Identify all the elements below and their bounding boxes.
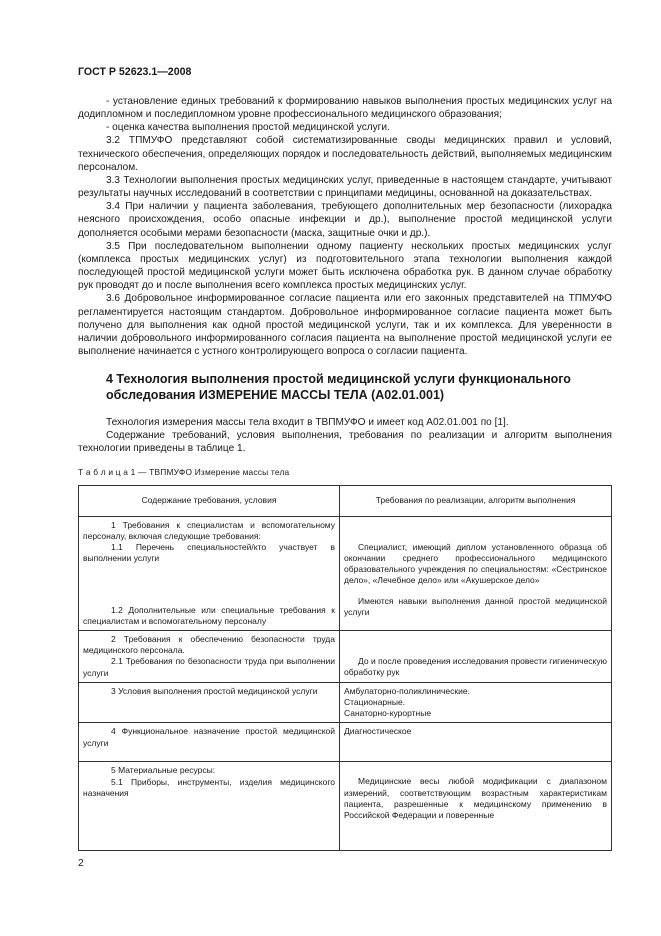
column-header: Содержание требования, условия (79, 485, 340, 516)
cell-text: Медицинские весы любой модификации с диапазоном измерений, соответствующим возрастным характеристикам пациента, разрешенные к медицинскому применению в Российской Федерации и поверенные (344, 776, 607, 820)
cell-text: Имеются навыки выполнения данной простой медицинской услуги (344, 595, 607, 617)
cell-text: Стационарные. (344, 696, 406, 707)
paragraph: 3.3 Технологии выполнения простых медицинских услуг, приведенные в настоящем стандарте, учитывают результаты научных исследований в соответствии с принципами медицины, основанной на доказательствах. (78, 174, 612, 200)
table-cell (79, 630, 340, 682)
cell-text: Диагностическое (344, 726, 412, 737)
table-row (79, 630, 612, 682)
cell-text: 1.2 Дополнительные или специальные требования к специалистам и вспомогательному персоналу (83, 604, 335, 626)
cell-text: До и после проведения исследования провести гигиеническую обработку рук (344, 655, 607, 678)
table-cell (340, 630, 612, 682)
table-row (79, 723, 612, 762)
document-header: ГОСТ Р 52623.1—2008 (78, 66, 192, 78)
cell-text: Специалист, имеющий диплом установленного образца об окончании среднего профессионального медицинского образовательного учреждения по специальностям: «Сестринское дело», «Лечебное дело» или «Акушерское дело» (344, 541, 607, 586)
section-heading: 4 Технология выполнения простой медицинской услуги функционального обследования ИЗМЕРЕНИЕ МАССЫ ТЕЛА (А02.01.001) (106, 372, 571, 403)
section-paragraph: Содержание требований, условия выполнения, требования по реализации и алгоритм выполнения технологии приведены в таблице 1. (78, 430, 612, 455)
requirements-table (78, 485, 612, 852)
table-cell (340, 723, 612, 762)
paragraph: - установление единых требований к формированию навыков выполнения простых медицинских услуг на додипломном и последипломном уровне профессионального медицинского образования; (78, 96, 612, 121)
cell-text: 1.1 Перечень специальностей/кто участвует в выполнении услуги (83, 542, 335, 564)
document-body (78, 95, 612, 851)
table-cell (340, 516, 612, 630)
cell-text: 5 Материальные ресурсы: (111, 765, 216, 776)
page-number: 2 (78, 858, 84, 869)
cell-text: Санаторно-курортные (344, 708, 432, 719)
table-row (79, 516, 612, 630)
paragraph: - оценка качества выполнения простой медицинской услуги. (106, 122, 390, 134)
table-header-row (79, 485, 612, 516)
cell-text: 5.1 Приборы, инструменты, изделия медицинского назначения (83, 776, 335, 798)
paragraph: 3.5 При последовательном выполнении одному пациенту нескольких простых медицинских услуг (комплекса простых медицинских услуг) из подготовительного этапа технологии выполнения каждой последующей простой медицинской услуги может быть исключена обработка рук. В данном случае обработку рук проводят до и после выполнения всего комплекса простых медицинских услуг. (78, 240, 612, 292)
cell-text: 3 Условия выполнения простой медицинской услуги (111, 685, 318, 696)
table-caption: Т а б л и ц а 1 — ТВПМУФО Измерение массы тела (78, 466, 290, 477)
column-header: Требования по реализации, алгоритм выполнения (340, 485, 612, 516)
paragraph: 3.2 ТПМУФО представляют собой систематизированные своды медицинских правил и условий, технического обеспечения, определяющих порядок и последовательность действий, выполняемых медицинским персоналом. (78, 135, 612, 173)
table-cell (340, 762, 612, 851)
cell-text: Амбулаторно-поликлинические. (344, 685, 470, 696)
table-cell (79, 762, 340, 851)
table-cell (340, 682, 612, 723)
cell-text: 1 Требования к специалистам и вспомогательному персоналу, включая следующие требования: (83, 519, 335, 541)
section-paragraph: Технология измерения массы тела входит в ТВПМУФО и имеет код А02.01.001 по [1]. (106, 417, 509, 429)
table-row (79, 762, 612, 851)
table-cell (79, 516, 340, 630)
table-row (79, 682, 612, 723)
paragraph: 3.6 Добровольное информированное согласие пациента или его законных представителей на ТПМУФО регламентируется настоящим стандартом. Добровольное информированное согласие пациента может быть получено для выполнения как одной простой медицинской услуги, так и их комплекса. Для уверенности в наличии добровольного информированного согласия пациента на выполнение простой медицинской услуги ее выполнение начинается с устного контролирующего вопроса о согласии пациента. (78, 293, 612, 357)
paragraph: 3.4 При наличии у пациента заболевания, требующего дополнительных мер безопасности (лихорадка неясного происхождения, особо опасные инфекции и др.), выполнение простой медицинской услуги дополняется особыми мерами безопасности (маска, защитные очки и др.). (78, 201, 612, 239)
cell-text: 4 Функциональное назначение простой медицинской услуги (83, 726, 335, 748)
table-cell (79, 723, 340, 762)
table-cell (79, 682, 340, 723)
cell-text: 2.1 Требования по безопасности труда при выполнении услуги (83, 656, 335, 678)
cell-text: 2 Требования к обеспечению безопасности труда медицинского персонала. (83, 633, 335, 656)
